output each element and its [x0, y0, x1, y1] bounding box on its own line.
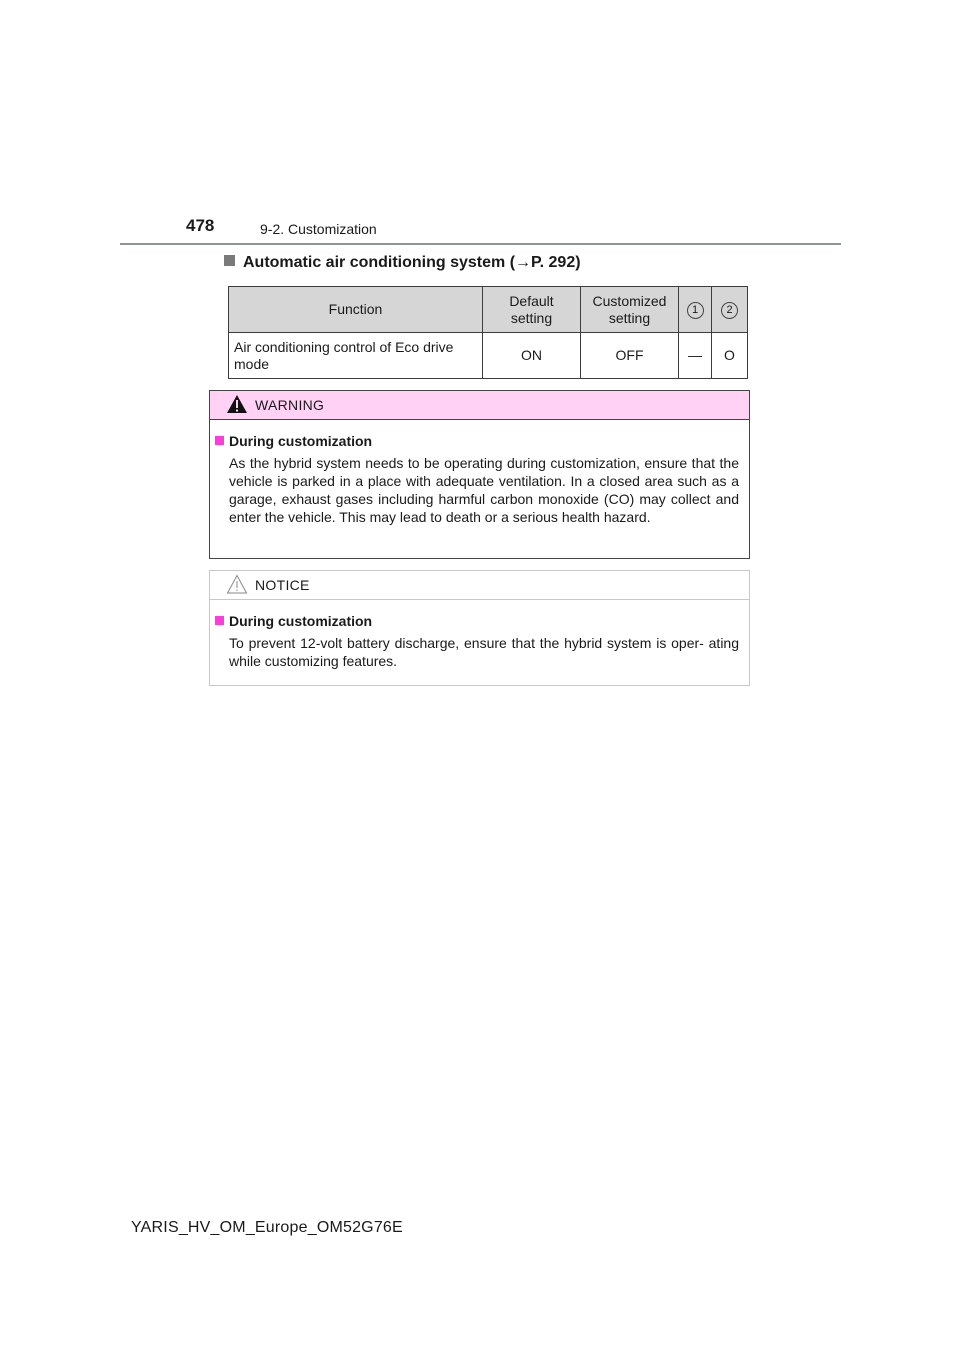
pink-square-bullet-icon	[215, 436, 224, 445]
cell-default: ON	[483, 333, 581, 379]
warning-label: WARNING	[255, 397, 325, 413]
header-col-2	[712, 287, 748, 333]
notice-subheading	[215, 613, 372, 629]
header-customized-setting	[581, 287, 679, 333]
warning-header	[210, 391, 749, 420]
section-heading	[224, 254, 581, 272]
header-col-1	[679, 287, 712, 333]
cell-customized: OFF	[581, 333, 679, 379]
warning-body: As the hybrid system needs to be operating during customization, ensure that the vehicle is parked in a place with adequate ventilation. In a closed area such as a garage, exhaust gases including harmful carbon monoxide (CO) may collect and enter the vehicle. This may lead to death or a serious health hazard.	[229, 455, 739, 525]
section-heading-text: Automatic air conditioning system (→P. 292)	[243, 254, 581, 271]
notice-body: To prevent 12-volt battery discharge, ensure that the hybrid system is oper- ating while customizing features.	[229, 635, 739, 669]
header-default-setting	[483, 287, 581, 333]
table-header-row	[229, 287, 748, 333]
notice-box	[209, 570, 750, 686]
warning-box	[209, 390, 750, 559]
settings-table	[228, 286, 748, 379]
circled-2-icon: 2	[721, 302, 738, 319]
header-rule	[120, 243, 841, 245]
header-default-text: Default setting	[509, 292, 554, 326]
header-function: Function	[229, 287, 483, 333]
notice-subheading-text: During customization	[229, 613, 373, 629]
cell-col-2: O	[712, 333, 748, 379]
circled-1-icon: 1	[687, 302, 704, 319]
notice-header	[210, 571, 749, 600]
section-title: 9-2. Customization	[260, 221, 377, 237]
warning-subheading-text: During customization	[229, 433, 373, 449]
warning-subheading	[215, 433, 372, 449]
page-number: 478	[186, 216, 215, 235]
footer-code: YARIS_HV_OM_Europe_OM52G76E	[131, 1219, 403, 1236]
cell-function: Air conditioning control of Eco drive mode	[229, 333, 483, 379]
pink-square-bullet-icon	[215, 616, 224, 625]
notice-label: NOTICE	[255, 577, 310, 593]
header-customized-text: Customized setting	[592, 292, 667, 326]
notice-triangle-icon	[226, 574, 248, 594]
square-bullet-icon	[224, 255, 235, 266]
table-row	[229, 333, 748, 379]
cell-col-1: —	[679, 333, 712, 379]
warning-triangle-icon	[226, 394, 248, 414]
